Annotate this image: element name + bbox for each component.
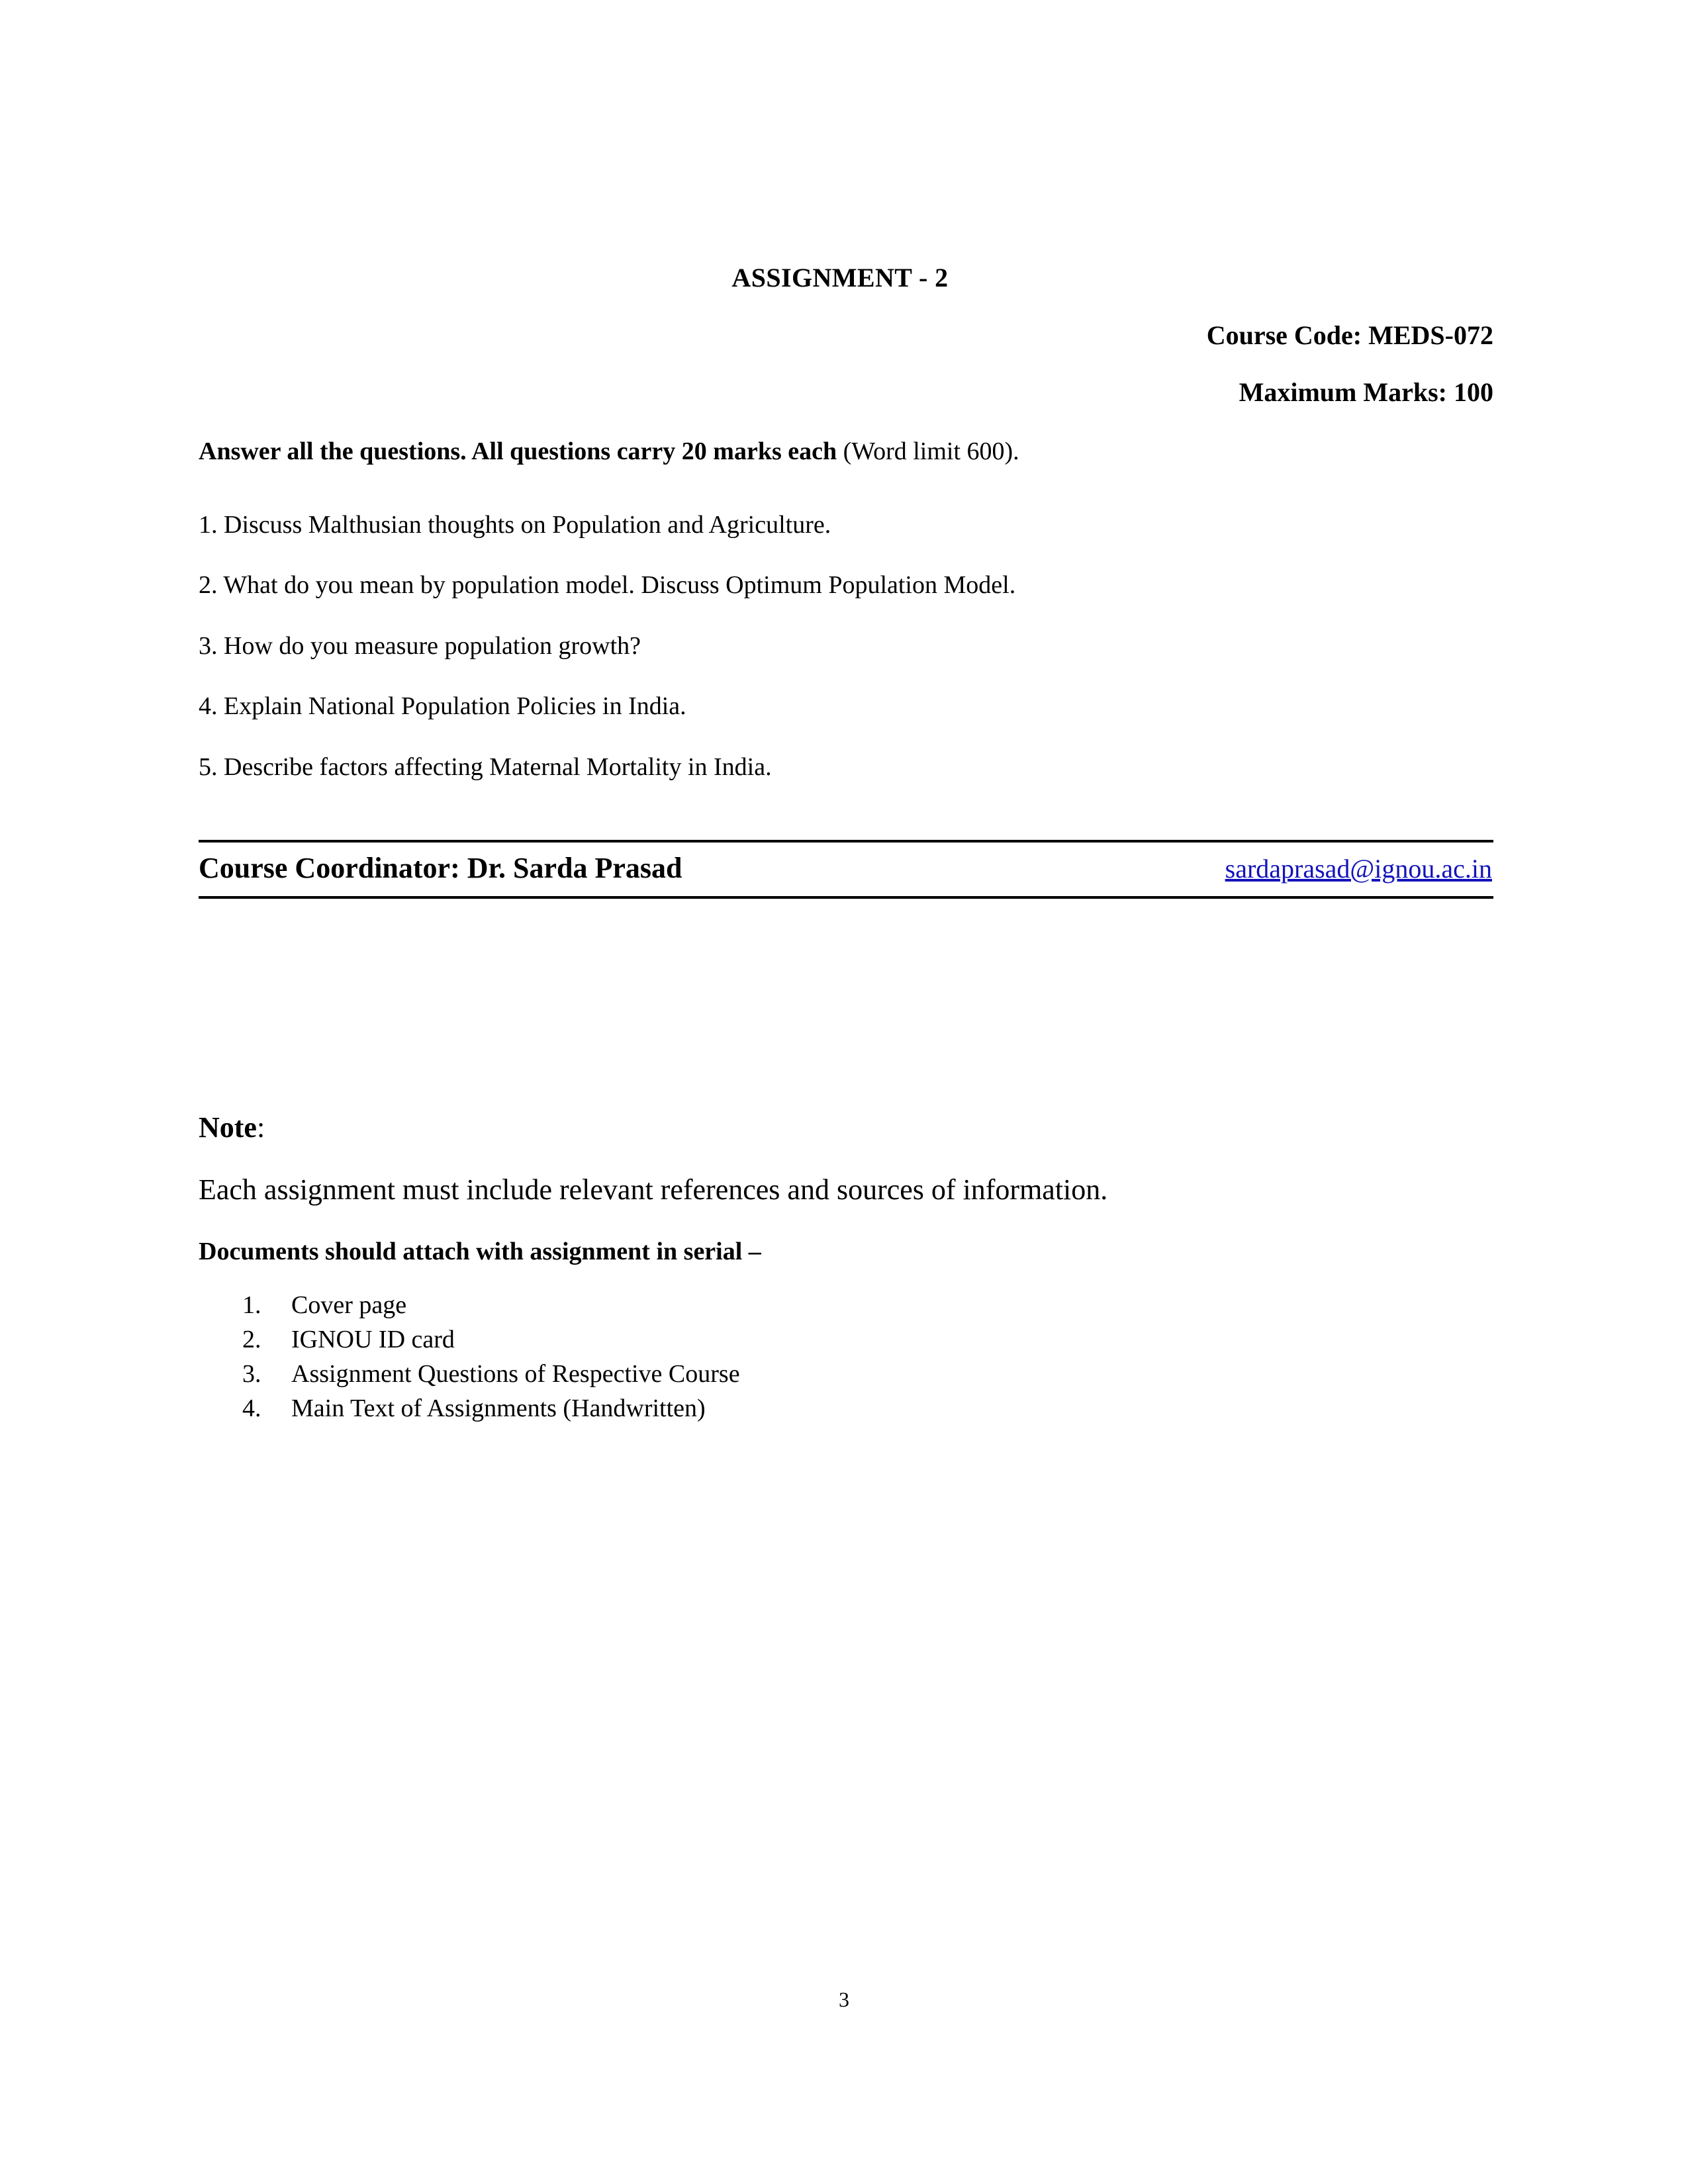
- list-item-label: Main Text of Assignments (Handwritten): [291, 1394, 706, 1423]
- document-content: [199, 0, 1493, 1430]
- page-number: 3: [839, 1987, 849, 2011]
- list-item-label: Cover page: [291, 1291, 407, 1320]
- question-item: 3. How do you measure population growth?: [199, 631, 641, 660]
- note-text: Each assignment must include relevant references and sources of information.: [199, 1173, 1108, 1206]
- instruction-bold-text: Answer all the questions. All questions carry 20 marks each: [199, 437, 837, 465]
- note-heading: [199, 1111, 1493, 1146]
- documents-list: [199, 1293, 1493, 1430]
- documents-heading: Documents should attach with assignment in serial –: [199, 1238, 761, 1266]
- instruction-regular-text: (Word limit 600).: [837, 437, 1019, 465]
- coordinator-block: [199, 840, 1493, 899]
- coordinator-email-link[interactable]: sardaprasad@ignou.ac.in: [1225, 854, 1492, 884]
- list-item-number: 4.: [242, 1394, 261, 1423]
- list-item: [199, 1396, 1493, 1430]
- page-title: ASSIGNMENT - 2: [731, 263, 949, 293]
- questions-list: [199, 510, 1493, 784]
- list-item-label: Assignment Questions of Respective Course: [291, 1360, 740, 1388]
- note-block: [199, 1111, 1493, 1430]
- coordinator-bottom-rule: [199, 896, 1493, 899]
- coordinator-name: Course Coordinator: Dr. Sarda Prasad: [199, 852, 682, 885]
- list-item-number: 3.: [242, 1360, 261, 1388]
- question-item: 2. What do you mean by population model. Discuss Optimum Population Model.: [199, 571, 1016, 600]
- question-item: 5. Describe factors affecting Maternal Mortality in India.: [199, 752, 772, 781]
- coordinator-row: [199, 842, 1493, 896]
- list-item-label: IGNOU ID card: [291, 1326, 455, 1354]
- instruction-line: [199, 437, 1493, 467]
- question-item: 1. Discuss Malthusian thoughts on Population and Agriculture.: [199, 510, 831, 539]
- maximum-marks-line: Maximum Marks: 100: [1239, 377, 1493, 407]
- course-code-line: Course Code: MEDS-072: [1206, 320, 1493, 350]
- list-item-number: 2.: [242, 1326, 261, 1354]
- list-item: [199, 1293, 1493, 1327]
- list-item: [199, 1327, 1493, 1361]
- list-item: [199, 1361, 1493, 1396]
- note-heading-colon: :: [256, 1111, 265, 1144]
- question-item: 4. Explain National Population Policies in India.: [199, 692, 686, 721]
- note-heading-word: Note: [199, 1111, 257, 1144]
- list-item-number: 1.: [242, 1291, 261, 1320]
